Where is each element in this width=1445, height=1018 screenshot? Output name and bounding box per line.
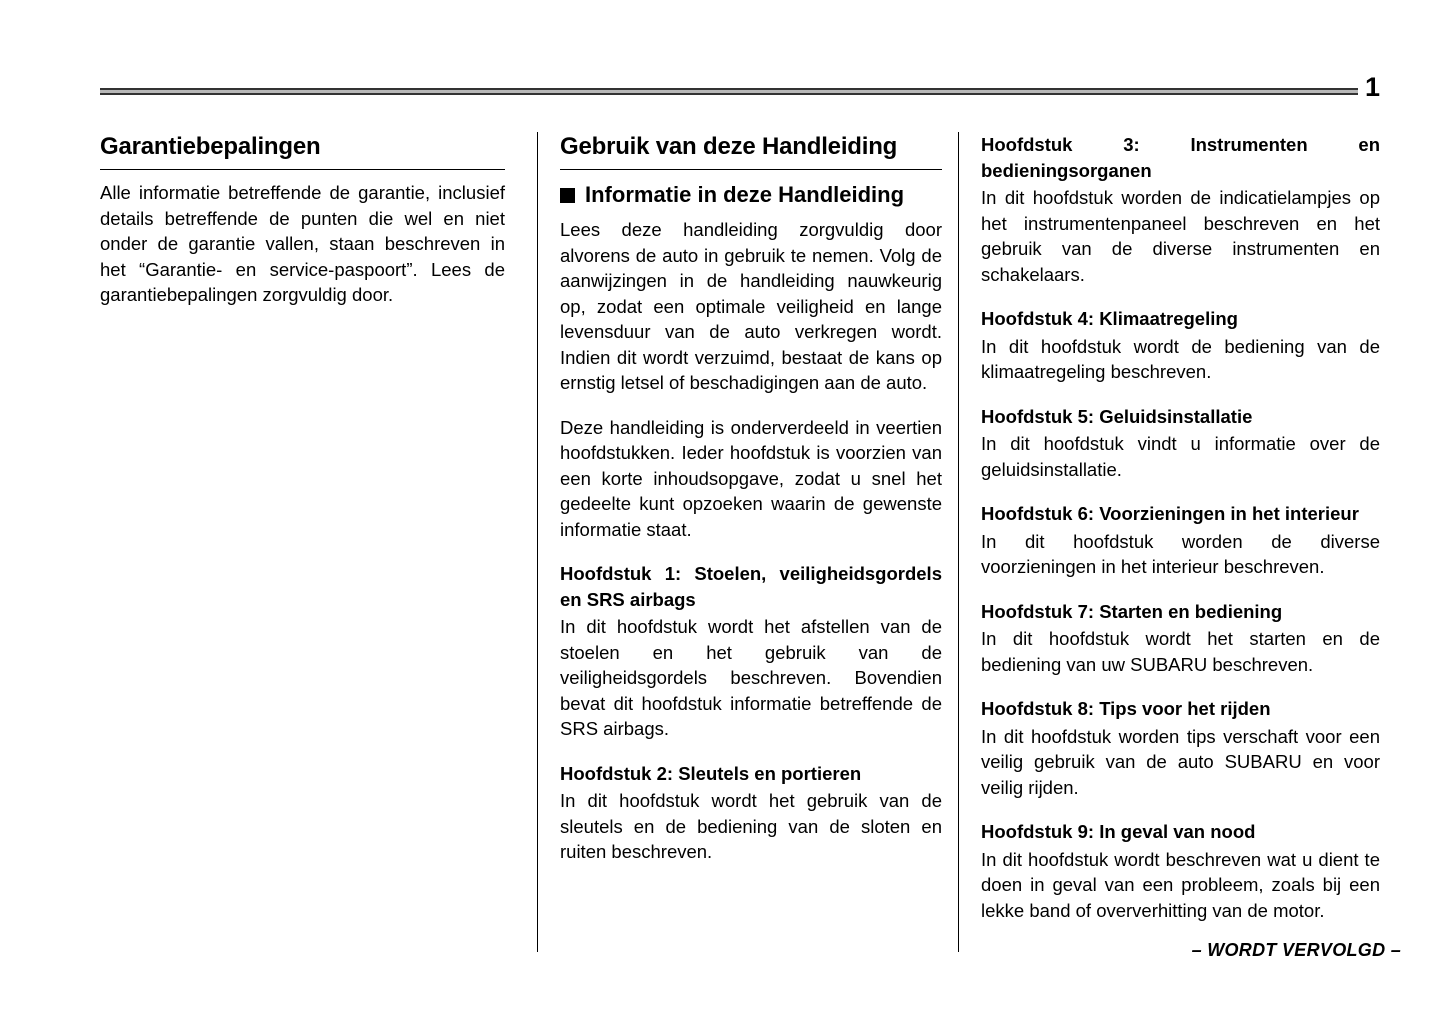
manual-paragraph-1: Lees deze handleiding zorgvuldig door alvorens de auto in gebruik te nemen. Volg de aanwijzingen in de handleiding nauwkeurig op, zodat een optimale veiligheid en lange levensduur van de auto verkregen wordt. Indien dit wordt verzuimd, bestaat de kans op ernstig letsel of beschadigingen aan de auto. — [560, 219, 942, 393]
chapter-text: In dit hoofdstuk worden tips verschaft voor een veilig gebruik van de auto SUBARU en voor veilig rijden. — [981, 725, 1380, 798]
square-bullet-icon — [560, 188, 575, 203]
section-title-garantiebepalingen: Garantiebepalingen — [100, 133, 321, 160]
chapter-heading: Hoofdstuk 1: Stoelen, veiligheidsgordels en SRS airbags — [560, 563, 942, 610]
chapter-heading: Hoofdstuk 9: In geval van nood — [981, 821, 1256, 842]
chapter-text: In dit hoofdstuk wordt het starten en de bediening van uw SUBARU beschreven. — [981, 628, 1380, 675]
chapter-heading: Hoofdstuk 3: Instrumenten en bedieningsorganen — [981, 134, 1380, 181]
title-underline — [100, 169, 505, 170]
page-number: 1 — [1364, 72, 1380, 102]
chapter-heading: Hoofdstuk 4: Klimaatregeling — [981, 308, 1238, 329]
warranty-paragraph: Alle informatie betreffende de garantie, inclusief details betreffende de punten die wel en niet onder de garantie vallen, staan beschreven in het “Garantie- en service-paspoort”. Lees de garantiebepalingen zorgvuldig door. — [100, 182, 505, 305]
continued-note: – WORDT VERVOLGD – — [1191, 940, 1401, 960]
manual-paragraph-2: Deze handleiding is onderverdeeld in veertien hoofdstukken. Ieder hoofdstuk is voorzien van een korte inhoudsopgave, zodat u snel het gedeelte kunt opzoeken waarin de gewenste informatie staat. — [560, 416, 942, 540]
page-columns — [100, 132, 1380, 952]
section-title-gebruik: Gebruik van deze Handleiding — [560, 133, 898, 160]
chapter-heading: Hoofdstuk 2: Sleutels en portieren — [560, 762, 862, 784]
chapter-text: In dit hoofdstuk worden de indicatielampjes op het instrumentenpaneel beschreven en het gebruik van de diverse instrumenten en schakelaars. — [981, 187, 1380, 285]
chapter-text: In dit hoofdstuk wordt beschreven wat u dient te doen in geval van een probleem, zoals bij een lekke band of oververhitting van de motor. — [981, 848, 1380, 921]
page-header — [100, 72, 1380, 112]
chapter-text: In dit hoofdstuk wordt het afstellen van de stoelen en het gebruik van de veiligheidsgordels beschreven. Bovendien bevat dit hoofdstuk informatie betreffende de SRS airbags. — [560, 616, 942, 739]
title-underline-2 — [560, 169, 942, 170]
column-chapter-list — [958, 132, 1380, 952]
chapter-heading: Hoofdstuk 5: Geluidsinstallatie — [981, 405, 1253, 427]
chapter-text: In dit hoofdstuk wordt de bediening van de klimaatregeling beschreven. — [981, 335, 1380, 382]
subsection-label: Informatie in deze Handleiding — [585, 182, 905, 207]
chapter-text: In dit hoofdstuk wordt het gebruik van de sleutels en de bediening van de sloten en ruiten beschreven. — [560, 790, 942, 862]
chapter-heading: Hoofdstuk 8: Tips voor het rijden — [981, 698, 1271, 719]
column-manual-usage — [537, 132, 942, 952]
column-warranty — [100, 132, 505, 952]
subsection-informatie — [560, 180, 942, 209]
chapter-text: In dit hoofdstuk worden de diverse voorzieningen in het interieur beschreven. — [981, 530, 1380, 577]
chapter-heading: Hoofdstuk 6: Voorzieningen in het interieur — [981, 503, 1359, 524]
chapter-heading: Hoofdstuk 7: Starten en bediening — [981, 600, 1283, 622]
header-rule — [100, 88, 1358, 95]
chapter-text: In dit hoofdstuk vindt u informatie over de geluidsinstallatie. — [981, 433, 1380, 480]
